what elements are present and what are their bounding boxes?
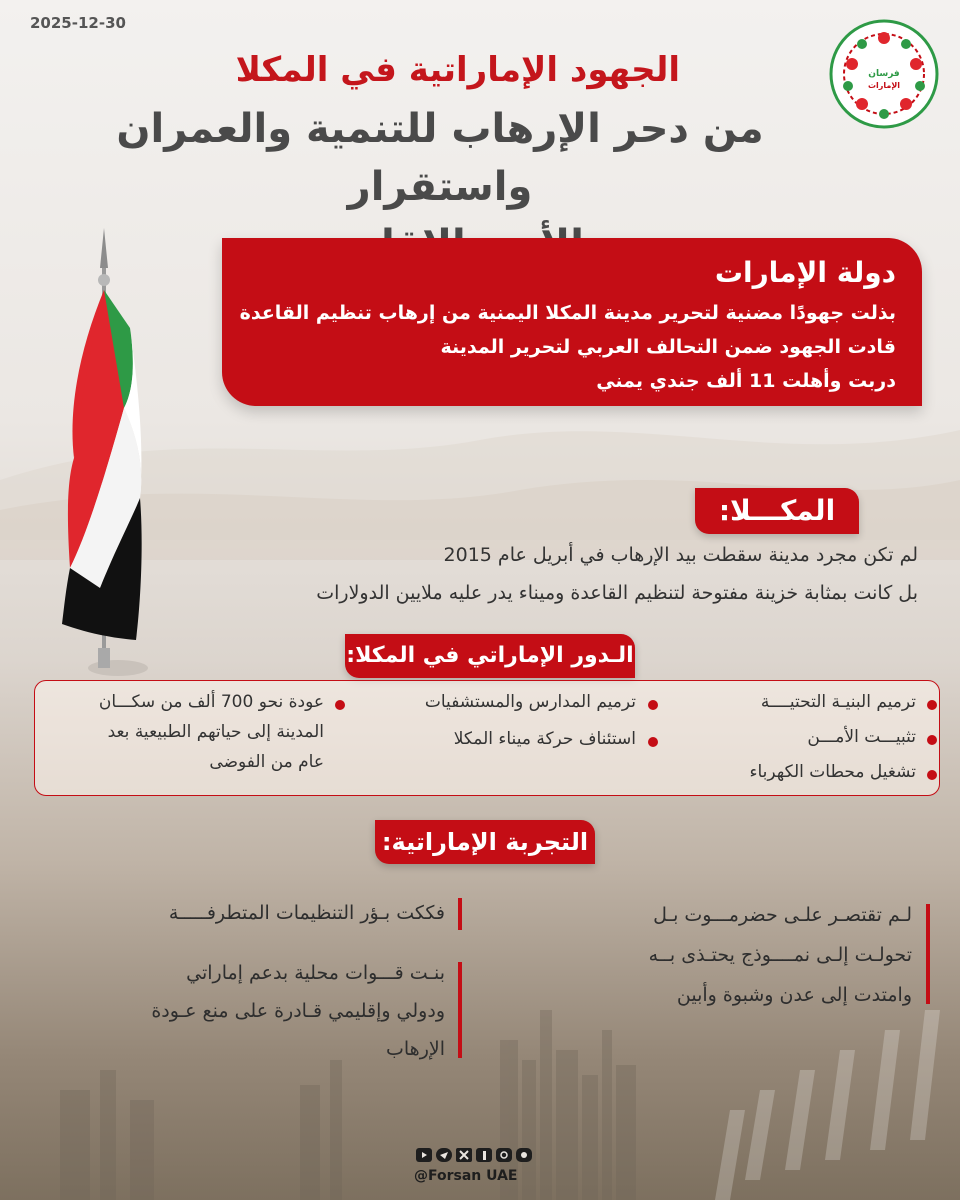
accent-bar [458, 898, 462, 930]
mukalla-line-1: لم تكن مجرد مدينة سقطت بيد الإرهاب في أبريل عام 2015 [443, 544, 918, 566]
role-item: ترميم البنيـة التحتيــــة [760, 692, 916, 712]
experience-heading: التجربة الإماراتية: [375, 820, 595, 864]
mukalla-heading: المكـــلا: [695, 488, 859, 534]
bullet-dot [927, 700, 937, 710]
accent-bar [458, 962, 462, 1058]
logo-text-line1: فرسان [868, 69, 900, 79]
uae-panel-heading: دولة الإمارات [714, 256, 896, 289]
accent-bar [926, 904, 930, 1004]
role-item: تشغيل محطات الكهرباء [749, 762, 916, 782]
bullet-dot [335, 700, 345, 710]
mukalla-line-2: بل كانت بمثابة خزينة مفتوحة لتنظيم القاعدة وميناء يدر عليه ملايين الدولارات [316, 582, 918, 604]
forsan-uae-logo [828, 18, 940, 130]
experience-left-line: ودولي وإقليمي قـادرة على منع عـودة [151, 1000, 445, 1022]
logo-text-line2: الإمارات [867, 81, 901, 90]
title-line-2: من دحر الإرهاب للتنمية والعمران واستقرار [116, 106, 764, 210]
title-line-1: الجهود الإماراتية في المكلا [235, 50, 680, 90]
role-heading: الـدور الإماراتي في المكلا: [345, 634, 635, 678]
experience-right-line: تحولـت إلـى نمــــوذج يحتـذى بــه [648, 944, 912, 966]
uae-panel-line-2: قادت الجهود ضمن التحالف العربي لتحرير المدينة [440, 336, 896, 358]
role-item: عودة نحو 700 ألف من سكـــان [98, 692, 324, 712]
role-item: استئناف حركة ميناء المكلا [453, 729, 636, 749]
bullet-dot [927, 770, 937, 780]
bullet-dot [648, 700, 658, 710]
role-item: المدينة إلى حياتهم الطبيعية بعد [107, 722, 324, 742]
experience-left-line: بنـت قـــوات محلية بدعم إماراتي [186, 962, 445, 984]
date-label: 2025-12-30 [30, 14, 126, 32]
uae-flag-icon [40, 228, 170, 680]
bullet-dot [648, 737, 658, 747]
social-icons [414, 1146, 544, 1164]
uae-panel-line-1: بذلت جهودًا مضنية لتحرير مدينة المكلا اليمنية من إرهاب تنظيم القاعدة [239, 302, 896, 324]
uae-panel-line-3: دربت وأهلت 11 ألف جندي يمني [596, 370, 896, 392]
role-item: ترميم المدارس والمستشفيات [424, 692, 636, 712]
experience-left-line: فككت بـؤر التنظيمات المتطرفـــــة [168, 902, 445, 924]
instagram-icon [496, 1148, 512, 1162]
experience-right-line: لـم تقتصـر علـى حضرمـــوت بـل [653, 904, 912, 926]
role-item: عام من الفوضى [209, 752, 324, 772]
role-item: تثبيـــت الأمـــن [807, 727, 916, 747]
uae-efforts-panel [222, 238, 922, 406]
experience-right-line: وامتدت إلى عدن وشبوة وأبين [676, 984, 912, 1006]
social-handle: @Forsan UAE [414, 1168, 518, 1184]
bullet-dot [927, 735, 937, 745]
experience-left-line: الإرهاب [386, 1038, 445, 1060]
